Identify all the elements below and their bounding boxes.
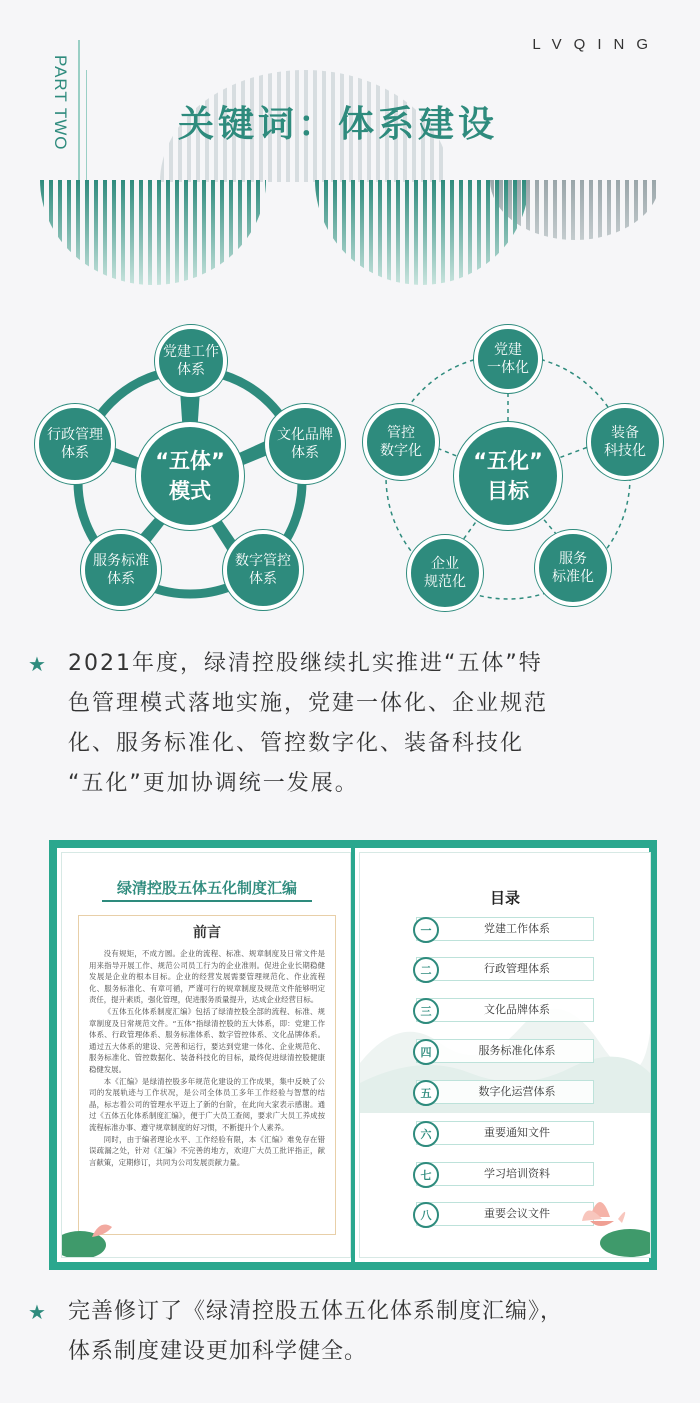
preface-box [78,915,336,1235]
toc-item [416,1039,594,1063]
toc-label: 行政管理体系 [484,962,550,975]
toc-label: 重要会议文件 [484,1207,550,1220]
node-enterprise-normalization: 企业 规范化 [407,535,483,611]
book-title: 绿清控股五体五化制度汇编 [102,877,312,902]
toc-item [416,998,594,1022]
toc-number: 一 [413,917,439,943]
book-image [49,840,657,1270]
preface-paragraph: 本《汇编》是绿清控股多年规范化建设的工作成果，集中反映了公司的发展轨迹与工作状况，是公司全体员工多年工作经验与智慧的结晶，标志着公司的管理水平迈上了新的台阶，在此向大家表示感谢。通过《五体五化体系制度汇编》，便于广大员工查阅，要求广大员工养成按流程标准办事、遵守规章制度的好习惯，不断提升个人素养。 [89,1076,325,1132]
lotus-leaf-icon [62,1197,122,1257]
star-icon: ★ [28,1300,46,1324]
preface-paragraph: 同时，由于编者理论水平、工作经验有限，本《汇编》难免存在错误疏漏之处，针对《汇编》不完善的地方，欢迎广大员工批评指正，献言献策，定期修订，共同为公司发展贡献力量。 [89,1134,325,1167]
book-left-page [61,852,351,1258]
toc-label: 数字化运营体系 [478,1085,556,1098]
toc-number: 六 [413,1121,439,1147]
toc-number: 三 [413,998,439,1024]
paragraph-line: 体系制度建设更加科学健全。 [68,1339,368,1364]
paragraph-line: 化、服务标准化、管控数字化、装备科技化 [68,731,525,756]
part-label: PART TWO [51,55,70,151]
preface-paragraph: 《五体五化体系制度汇编》包括了绿清控股全部的流程、标准、规章制度及日常规范文件。“五体”指绿清控股的五大体系，即：党建工作体系、行政管理体系、服务标准体系、数字管控体系、文化品牌体系。通过五大体系的建设、完善和运行，要达到党建一体化、企业规范化、服务标准化、管控数据化、装备科技化的目标，最终促进绿清控股健康稳健发展。 [89,1006,325,1074]
paragraph-line: 完善修订了《绿清控股五体五化体系制度汇编》， [68,1299,564,1324]
toc-label: 文化品牌体系 [484,1003,550,1016]
center-five-system-mode: “五体” 模式 [136,422,244,530]
preface-heading: 前言 [193,925,221,941]
paragraph-line: 2021年度，绿清控股继续扎实推进“五体”特 [68,651,543,676]
paragraph-summary [68,644,668,804]
node-equipment-technology: 装备 科技化 [587,404,663,480]
lotus-flower-icon [560,1177,650,1257]
toc-number: 四 [413,1039,439,1065]
toc-item [416,1121,594,1145]
toc-label: 学习培训资料 [484,1167,550,1180]
star-icon: ★ [28,652,46,676]
node-admin-management-system: 行政管理 体系 [35,404,115,484]
paragraph-line: “五化”更加协调统一发展。 [68,771,359,796]
paragraph-revision [68,1292,688,1372]
toc-item [416,957,594,981]
node-service-standard-system: 服务标准 体系 [81,530,161,610]
toc-label: 党建工作体系 [484,922,550,935]
book-spine [351,848,355,1262]
node-control-digitalization: 管控 数字化 [363,404,439,480]
book-right-page [359,852,651,1258]
paragraph-line: 色管理模式落地实施，党建一体化、企业规范 [68,691,549,716]
node-party-integration: 党建 一体化 [474,325,542,393]
brand-logo: LVQING [532,36,660,53]
center-five-goals: “五化” 目标 [454,422,562,530]
node-culture-brand-system: 文化品牌 体系 [265,404,345,484]
toc-number: 八 [413,1202,439,1228]
node-party-building-system: 党建工作 体系 [155,325,227,397]
toc-title: 目录 [489,889,520,907]
page-title: 关键词：体系建设 [178,104,499,145]
decorative-stripes-bottom [0,180,700,290]
toc-number: 五 [413,1080,439,1106]
decorative-line [86,70,87,180]
node-service-standardization: 服务 标准化 [535,530,611,606]
toc-item [416,917,594,941]
toc-item [416,1080,594,1104]
toc-number: 二 [413,957,439,983]
node-digital-control-system: 数字管控 体系 [223,530,303,610]
toc-number: 七 [413,1162,439,1188]
toc-label: 重要通知文件 [484,1126,550,1139]
preface-paragraph: 没有规矩，不成方圆。企业的流程、标准、规章制度及日常文件是用来指导开展工作、规范公司员工行为的企业准则。促进企业长期稳健发展是企业的根本目标。企业的经营发展需要管理规范化、作业流程化、服务标准化、有章可循，严谨可行的规章制度及规范文件能够明定责任，提升素质，强化管理，促进服务质量提升，达成企业经营目标。 [89,949,325,1005]
decorative-line [78,40,80,180]
toc-label: 服务标准化体系 [478,1044,556,1057]
